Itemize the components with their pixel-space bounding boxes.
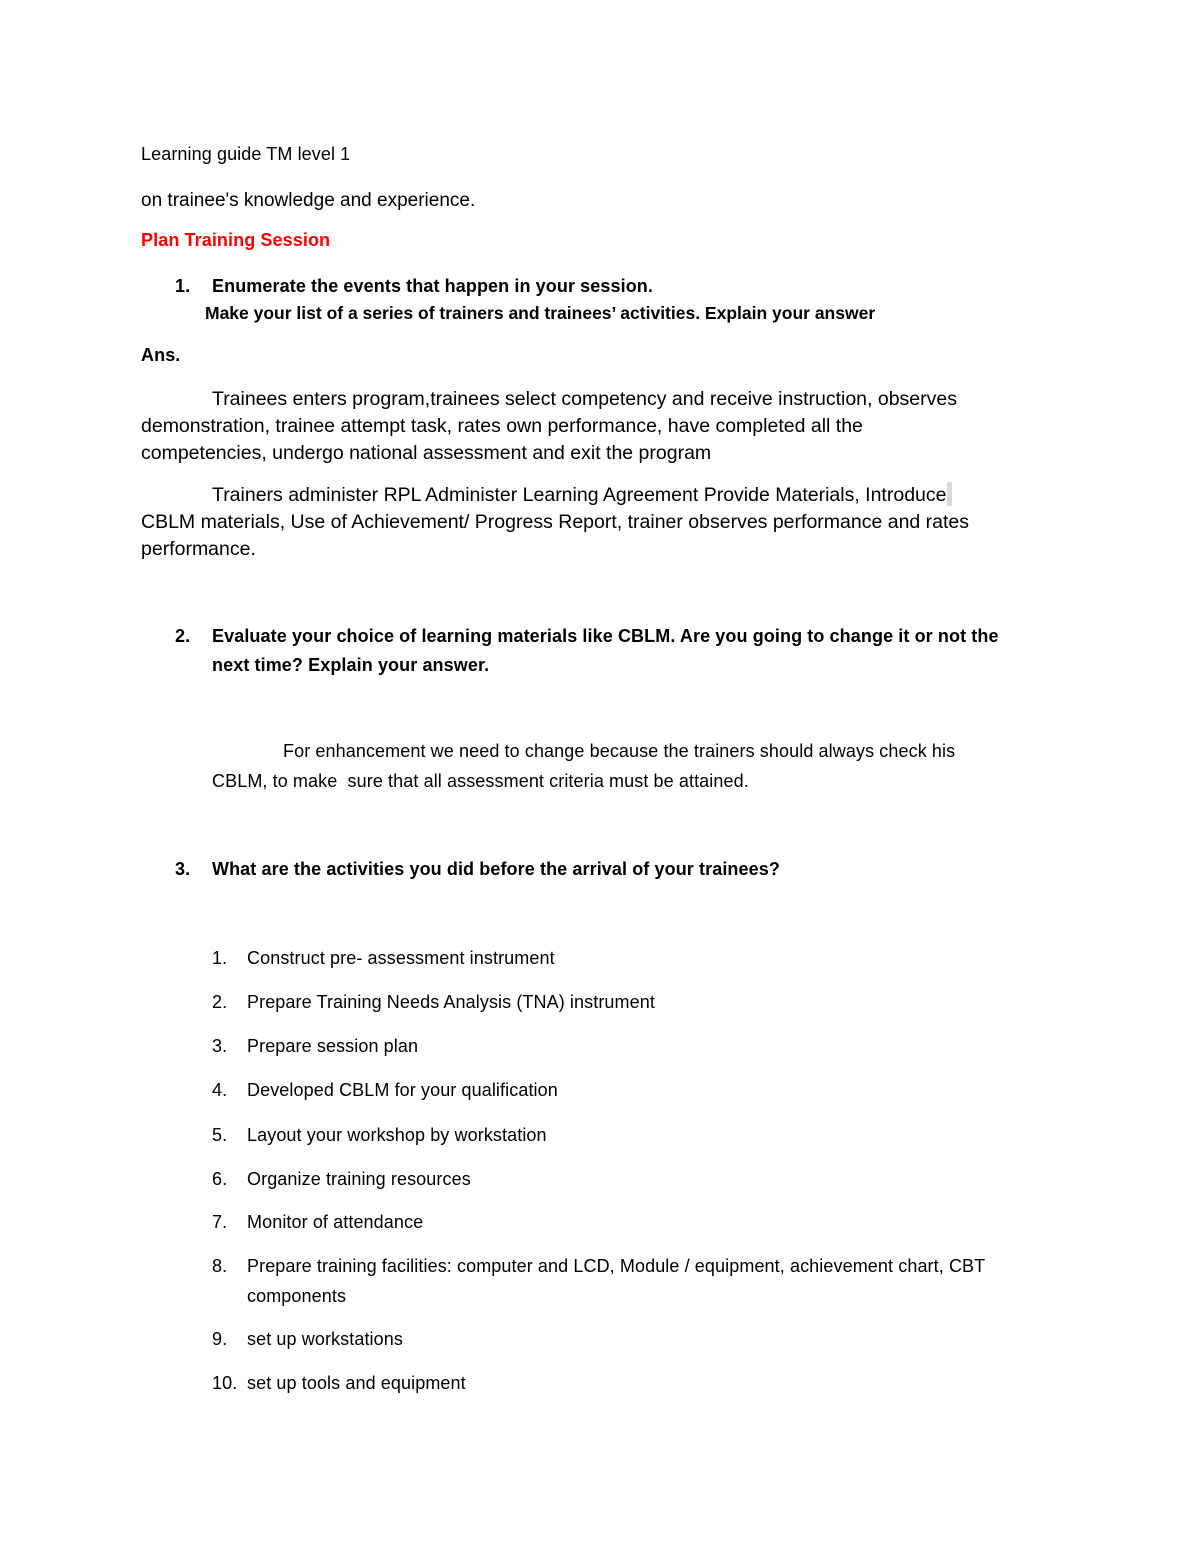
document-title: Learning guide TM level 1 bbox=[141, 144, 351, 164]
section-title: Plan Training Session bbox=[141, 230, 331, 250]
list-item-8-text-line-1: Prepare training facilities: computer and LCD, Module / equipment, achievement chart, CBT bbox=[247, 1256, 986, 1276]
answer-trainees-paragraph bbox=[141, 386, 1081, 467]
list-item-10-number: 10. bbox=[212, 1373, 238, 1393]
answer-label: Ans. bbox=[141, 345, 181, 365]
list-item-3-text: Prepare session plan bbox=[247, 1036, 419, 1056]
list-item-4-text: Developed CBLM for your qualification bbox=[247, 1080, 558, 1100]
list-item-6-text: Organize training resources bbox=[247, 1169, 471, 1189]
list-item-7-number: 7. bbox=[212, 1212, 228, 1232]
answer-trainees-line-3: competencies, undergo national assessment and exit the program bbox=[141, 442, 712, 464]
answer-trainees-line-2: demonstration, trainee attempt task, rates own performance, have completed all the bbox=[141, 415, 863, 437]
list-item-8-number: 8. bbox=[212, 1256, 228, 1276]
list-item-6-number: 6. bbox=[212, 1169, 228, 1189]
question-2-line-1: Evaluate your choice of learning materials like CBLM. Are you going to change it or not the bbox=[212, 626, 999, 646]
question-1-number: 1. bbox=[175, 276, 191, 296]
question-1-text: Enumerate the events that happen in your session. bbox=[212, 276, 654, 296]
answer-2-line-1: For enhancement we need to change because the trainers should always check his bbox=[283, 741, 956, 761]
list-item-2-number: 2. bbox=[212, 992, 228, 1012]
question-2-line-2: next time? Explain your answer. bbox=[212, 655, 490, 675]
question-3-number: 3. bbox=[175, 859, 191, 879]
list-item-4-number: 4. bbox=[212, 1080, 228, 1100]
question-2-number: 2. bbox=[175, 626, 191, 646]
answer-trainers-line-1: Trainers administer RPL Administer Learning Agreement Provide Materials, Introduce bbox=[212, 484, 947, 506]
list-item-10-text: set up tools and equipment bbox=[247, 1373, 466, 1393]
list-item-9-number: 9. bbox=[212, 1329, 228, 1349]
list-item-3-number: 3. bbox=[212, 1036, 228, 1056]
answer-trainees-line-1: Trainees enters program,trainees select competency and receive instruction, observes bbox=[212, 388, 957, 410]
answer-2-line-2: CBLM, to make sure that all assessment criteria must be attained. bbox=[212, 771, 749, 791]
list-item-2-text: Prepare Training Needs Analysis (TNA) instrument bbox=[247, 992, 655, 1012]
list-item-8-text-line-2: components bbox=[247, 1286, 347, 1306]
document-subtitle: on trainee's knowledge and experience. bbox=[141, 190, 476, 211]
answer-trainers-line-2: CBLM materials, Use of Achievement/ Progress Report, trainer observes performance and rates bbox=[141, 511, 970, 533]
question-1-subquestion: Make your list of a series of trainers and trainees’ activities. Explain your answer bbox=[205, 303, 876, 323]
list-item-5-text: Layout your workshop by workstation bbox=[247, 1125, 547, 1145]
text-cursor-mark bbox=[947, 482, 952, 506]
answer-trainers-paragraph bbox=[141, 482, 1081, 563]
list-item-9-text: set up workstations bbox=[247, 1329, 403, 1349]
list-item-5-number: 5. bbox=[212, 1125, 228, 1145]
answer-trainers-line-3: performance. bbox=[141, 538, 256, 560]
question-3-text: What are the activities you did before the arrival of your trainees? bbox=[212, 859, 780, 879]
list-item-1-text: Construct pre- assessment instrument bbox=[247, 948, 555, 968]
list-item-1-number: 1. bbox=[212, 948, 228, 968]
list-item-7-text: Monitor of attendance bbox=[247, 1212, 424, 1232]
